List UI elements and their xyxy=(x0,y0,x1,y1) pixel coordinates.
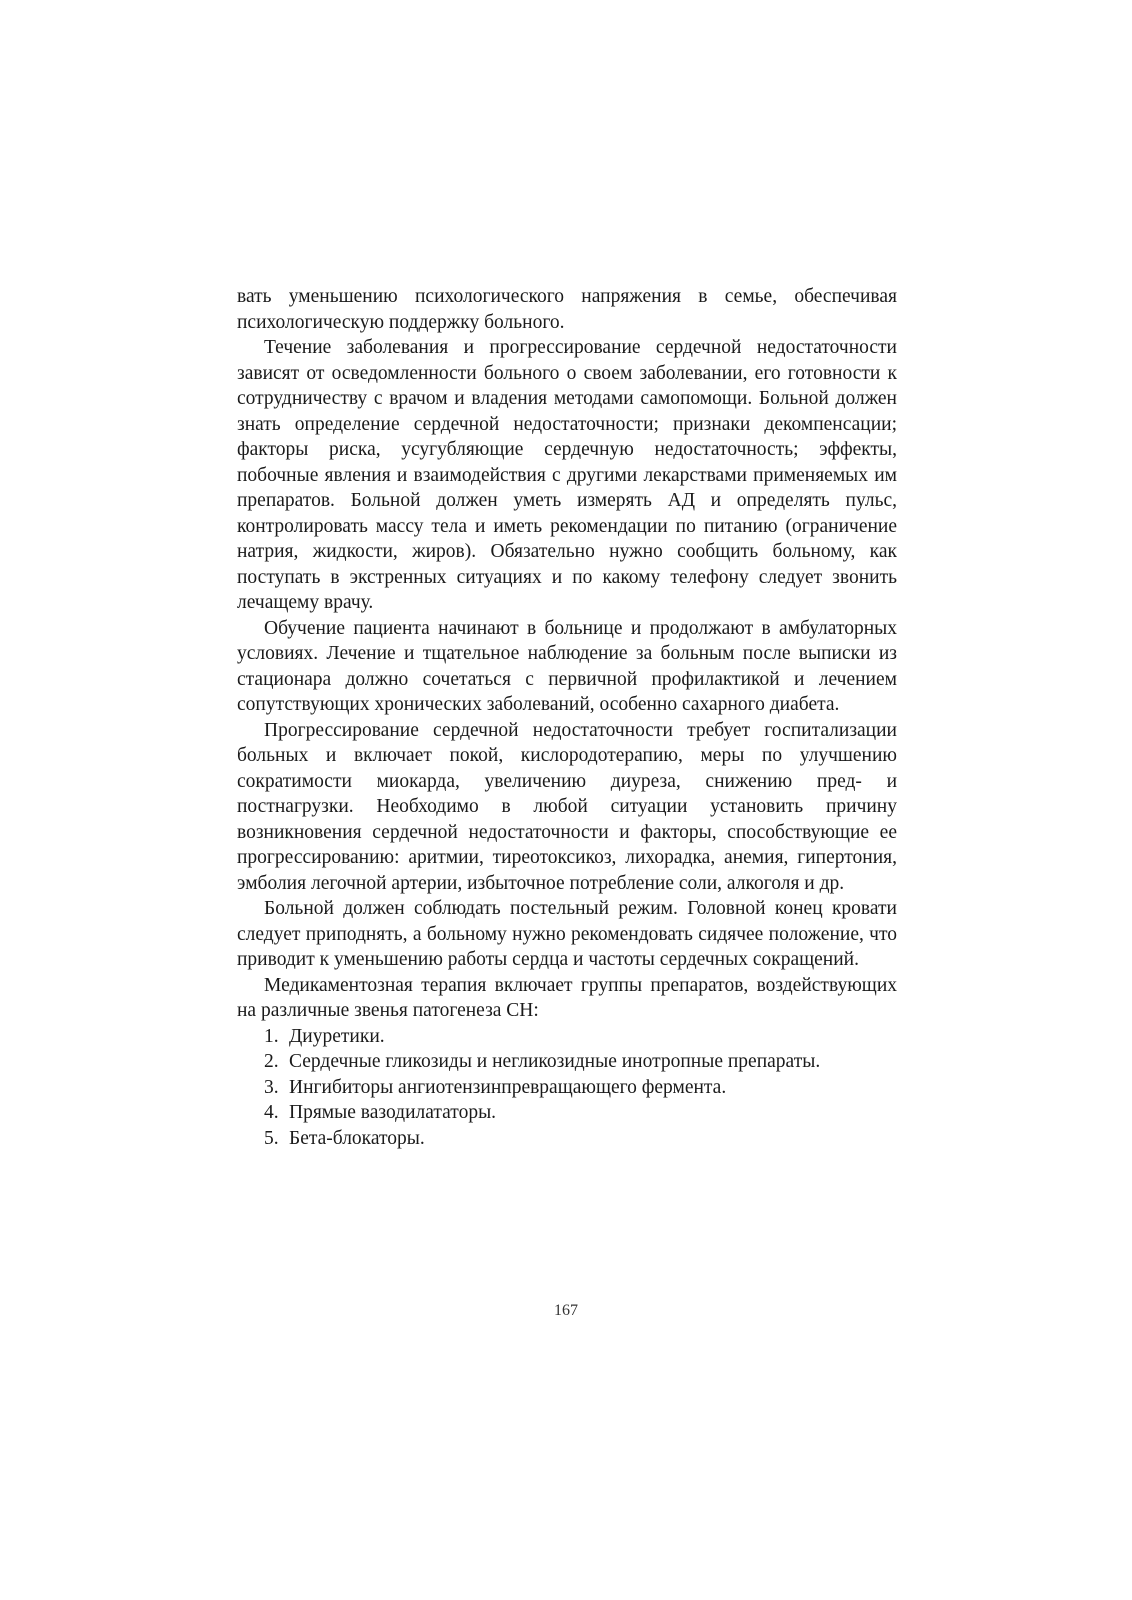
list-item-number: 5. xyxy=(264,1127,279,1149)
list-item-number: 3. xyxy=(264,1076,279,1098)
paragraph-bed-rest: Больной должен соблюдать постельный режим. Головной конец кровати следует приподнять, а больному нужно рекомендовать сидячее положение, что приводит к уменьшению работы сердца и частоты сердечных сокращений. xyxy=(237,898,897,970)
list-item xyxy=(264,1049,897,1075)
paragraph-patient-knowledge: Течение заболевания и прогрессирование сердечной недостаточности зависят от осведомленности больного о своем заболевании, его готовности к сотрудничеству с врачом и владения методами самопомощи. Больной должен знать определение сердечной недостаточности; признаки декомпенсации; факторы риска, усугубляющие сердечную недостаточность; эффекты, побочные явления и взаимодействия с другими лекарствами применяемых им препаратов. Больной должен уметь измерять АД и определять пульс, контролировать массу тела и иметь рекомендации по питанию (ограничение натрия, жидкости, жиров). Обязательно нужно сообщить больному, как поступать в экстренных ситуациях и по какому телефону следует звонить лечащему врачу. xyxy=(237,337,897,613)
list-item xyxy=(264,1075,897,1101)
list-item-text: Диуретики. xyxy=(289,1025,385,1047)
list-item-number: 1. xyxy=(264,1025,279,1047)
paragraph-continuation: вать уменьшению психологического напряжения в семье, обеспечивая психологическую поддержку больного. xyxy=(237,286,897,333)
list-item-text: Ингибиторы ангиотензинпревращающего фермента. xyxy=(289,1076,727,1098)
list-item xyxy=(264,1024,897,1050)
paragraph-patient-education: Обучение пациента начинают в больнице и продолжают в амбулаторных условиях. Лечение и тщательное наблюдение за больным после выписки из стационара должно сочетаться с первичной профилактикой и лечением сопутствующих хронических заболеваний, особенно сахарного диабета. xyxy=(237,617,897,715)
list-item-number: 2. xyxy=(264,1051,279,1072)
paragraph-drug-therapy: Медикаментозная терапия включает группы препаратов, воздействующих на различные звенья патогенеза СН: xyxy=(237,974,897,1021)
list-item xyxy=(264,1100,897,1126)
list-item xyxy=(264,1126,897,1152)
page-number: 167 xyxy=(554,1302,578,1319)
list-item-text: Сердечные гликозиды и негликозидные инотропные препараты. xyxy=(289,1051,821,1072)
drug-group-list xyxy=(237,1024,897,1152)
list-item-number: 4. xyxy=(264,1102,279,1123)
list-item-text: Прямые вазодилататоры. xyxy=(289,1102,497,1123)
body-text xyxy=(237,284,897,1151)
list-item-text: Бета-блокаторы. xyxy=(289,1127,425,1149)
paragraph-hospitalization: Прогрессирование сердечной недостаточности требует госпитализации больных и включает покой, кислородотерапию, меры по улучшению сократимости миокарда, увеличению диуреза, снижению пред- и постнагрузки. Необходимо в любой ситуации установить причину возникновения сердечной недостаточности и факторы, способствующие ее прогрессированию: аритмии, тиреотоксикоз, лихорадка, анемия, гипертония, эмболия легочной артерии, избыточное потребление соли, алкоголя и др. xyxy=(237,719,897,894)
